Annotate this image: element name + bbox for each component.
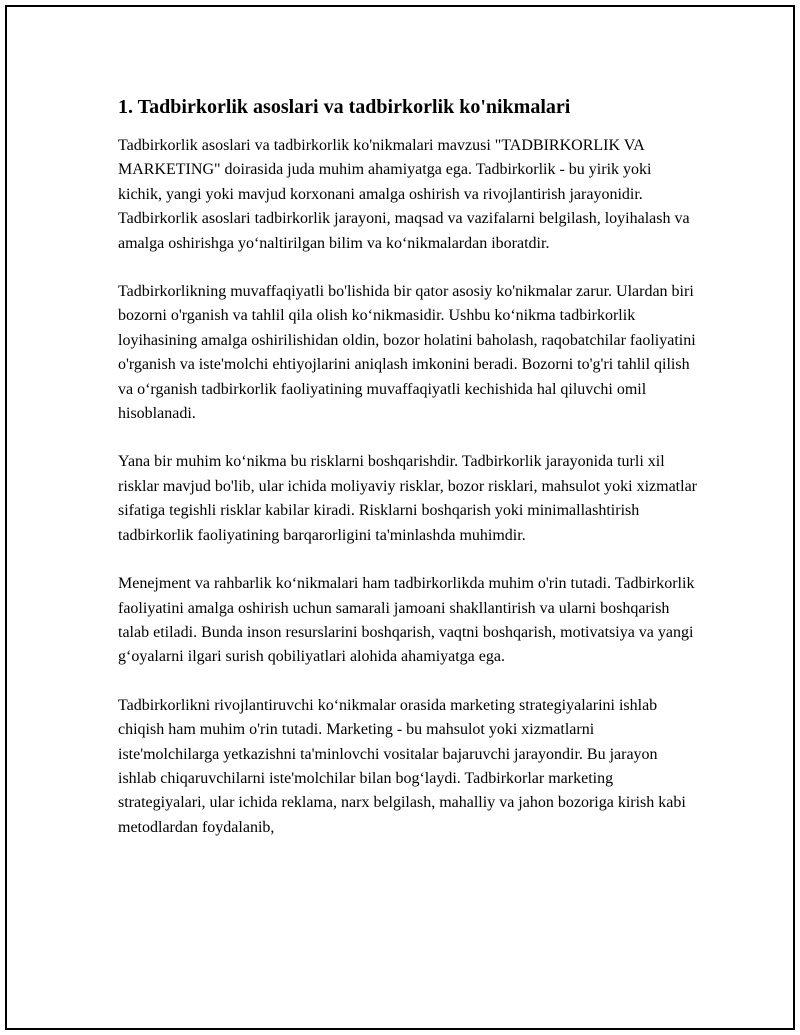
paragraph-4: Menejment va rahbarlik ko‘nikmalari ham tadbirkorlikda muhim o'rin tutadi. Tadbirkorlik faoliyatini amalga oshirish uchun samarali jamoani shakllantirish va ularni boshqarish talab etiladi. Bunda inson resurslarini boshqarish, vaqtni boshqarish, motivatsiya va yangi g‘oyalarni ilgari surish qobiliyatlari alohida ahamiyatga ega.	[118, 575, 695, 666]
section-heading: 1. Tadbirkorlik asoslari va tadbirkorlik ko'nikmalari	[118, 96, 571, 118]
document-page	[5, 5, 795, 1030]
document-body	[118, 94, 698, 864]
paragraph-5: Tadbirkorlikni rivojlantiruvchi ko‘nikmalar orasida marketing strategiyalarini ishlab chiqish ham muhim o'rin tutadi. Marketing - bu mahsulot yoki xizmatlarni iste'molchilarga yetkazishni ta'minlovchi vositalar bajaruvchi jarayondir. Bu jarayon ishlab chiqaruvchilarni iste'molchilar bilan bog‘laydi. Tadbirkorlar marketing strategiyalari, ular ichida reklama, narx belgilash, mahalliy va jahon bozoriga kirish kabi metodlardan foydalanib,	[118, 696, 686, 836]
paragraph-2: Tadbirkorlikning muvaffaqiyatli bo'lishida bir qator asosiy ko'nikmalar zarur. Ulardan biri bozorni o'rganish va tahlil qila olish ko‘nikmasidir. Ushbu ko‘nikma tadbirkorlik loyihasining amalga oshirilishidan oldin, bozor holatini baholash, raqobatchilar faoliyatini o'rganish va iste'molchi ehtiyojlarini aniqlash imkonini beradi. Bozorni to'g'ri tahlil qilish va o‘rganish tadbirkorlik faoliyatining muvaffaqiyatli kechishida hal qiluvchi omil hisoblanadi.	[118, 283, 696, 423]
paragraph-3: Yana bir muhim ko‘nikma bu risklarni boshqarishdir. Tadbirkorlik jarayonida turli xil risklar mavjud bo'lib, ular ichida moliyaviy risklar, bozor risklari, mahsulot yoki xizmatlar sifatiga tegishli risklar kabilar kiradi. Risklarni boshqarish yoki minimallashtirish tadbirkorlik faoliyatining barqarorligini ta'minlashda muhimdir.	[118, 453, 697, 544]
paragraph-1: Tadbirkorlik asoslari va tadbirkorlik ko'nikmalari mavzusi "TADBIRKORLIK VA MARKETING" doirasida juda muhim ahamiyatga ega. Tadbirkorlik - bu yirik yoki kichik, yangi yoki mavjud korxonani amalga oshirish va rivojlantirish jarayonidir. Tadbirkorlik asoslari tadbirkorlik jarayoni, maqsad va vazifalarni belgilash, loyihalash va amalga oshirishga yo‘naltirilgan bilim va ko‘nikmalardan iboratdir.	[118, 137, 690, 252]
